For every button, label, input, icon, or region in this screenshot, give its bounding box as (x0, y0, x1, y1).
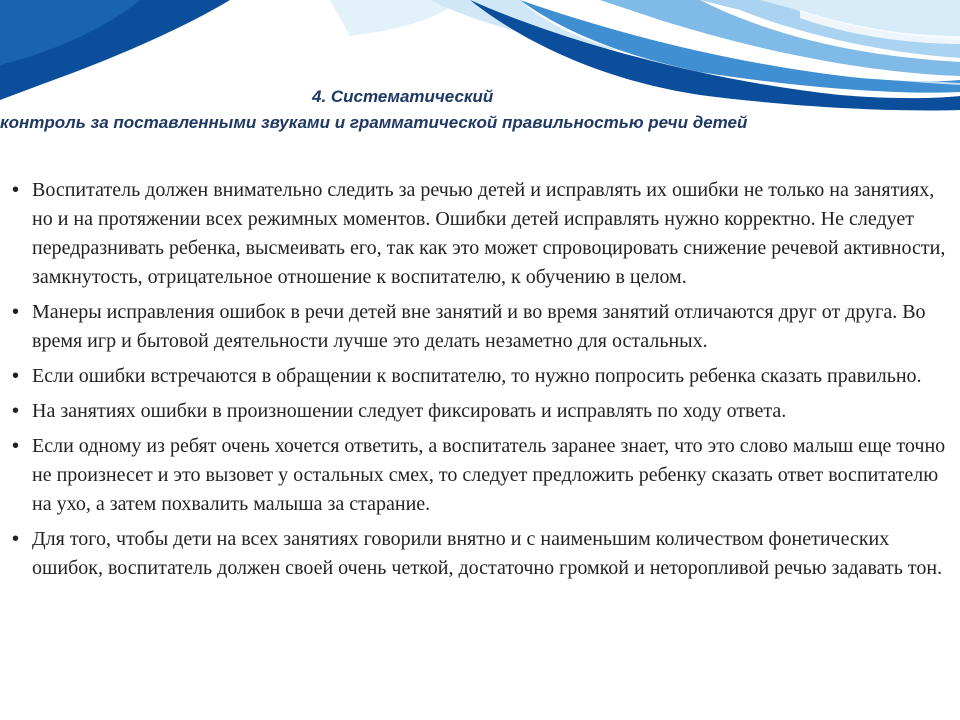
bullet-item: • Если одному из ребят очень хочется ответить, а воспитатель заранее знает, что это слово малыш еще точно не произнесет и это вызовет у остальных смех, то следует предложить ребенку сказать ответ воспитателю на ухо, а затем похвалить малыша за старание. (12, 432, 950, 519)
bullet-item: • Воспитатель должен внимательно следить за речью детей и исправлять их ошибки не только на занятиях, но и на протяжении всех режимных моментов. Ошибки детей исправлять нужно корректно. Не следует передразнивать ребенка, высмеивать его, так как это может спровоцировать снижение речевой активности, замкнутость, отрицательное отношение к воспитателю, к обучению в целом. (12, 176, 950, 292)
slide-title-line-1: 4. Систематический (312, 87, 494, 106)
slide-content (12, 176, 950, 589)
decorative-wave-header (0, 0, 960, 130)
slide-title-line-2: контроль за поставленными звуками и грамматической правильностью речи детей (0, 113, 748, 132)
bullet-item: • Для того, чтобы дети на всех занятиях говорили внятно и с наименьшим количеством фонетических ошибок, воспитатель должен своей очень четкой, достаточно громкой и неторопливой речью задавать тон. (12, 525, 950, 583)
bullet-item: • Если ошибки встречаются в обращении к воспитателю, то нужно попросить ребенка сказать правильно. (12, 362, 950, 391)
bullet-item: • На занятиях ошибки в произношении следует фиксировать и исправлять по ходу ответа. (12, 397, 950, 426)
bullet-item: • Манеры исправления ошибок в речи детей вне занятий и во время занятий отличаются друг от друга. Во время игр и бытовой деятельности лучше это делать незаметно для остальных. (12, 298, 950, 356)
bullet-list (12, 176, 950, 583)
